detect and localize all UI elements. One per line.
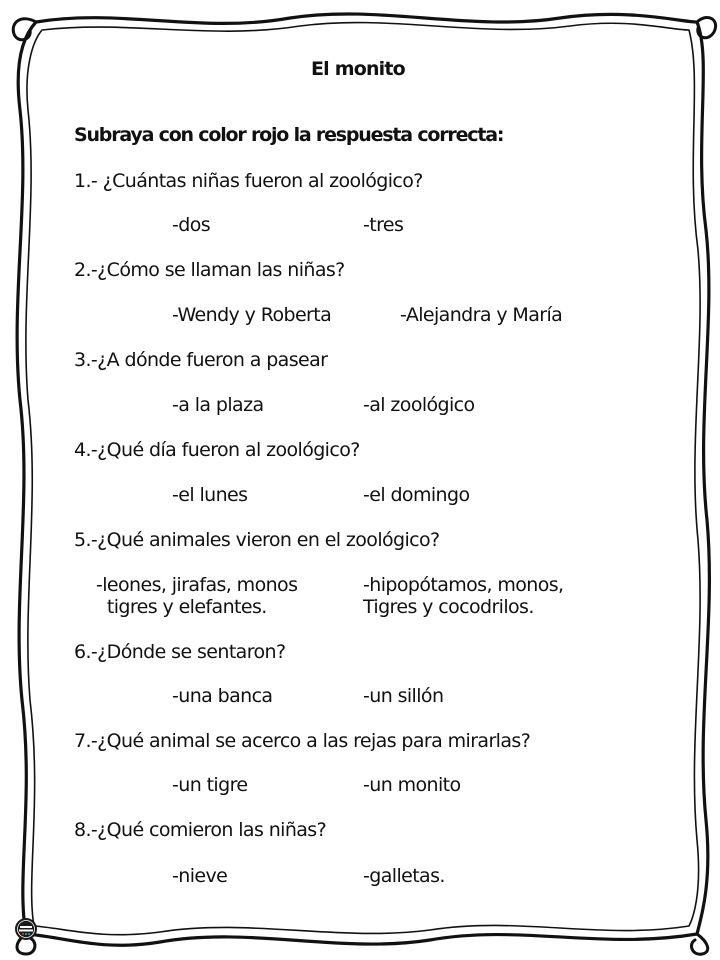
q7-option-a[interactable]: -un tigre	[172, 774, 248, 796]
question-5: 5.-¿Qué animales vieron en el zoológico?	[74, 529, 440, 551]
q8-option-a[interactable]: -nieve	[172, 865, 228, 887]
q6-option-b[interactable]: -un sillón	[363, 685, 444, 707]
q4-option-a[interactable]: -el lunes	[172, 484, 248, 506]
q5-option-b[interactable]: -hipopótamos, monos, Tigres y cocodrilos.	[363, 574, 564, 618]
q2-option-a[interactable]: -Wendy y Roberta	[172, 304, 332, 326]
worksheet-title: El monito	[311, 58, 405, 80]
q3-option-b[interactable]: -al zoológico	[363, 394, 475, 416]
question-4: 4.-¿Qué día fueron al zoológico?	[74, 439, 360, 461]
question-6: 6.-¿Dónde se sentaron?	[74, 641, 286, 663]
question-1: 1.- ¿Cuántas niñas fueron al zoológico?	[74, 170, 423, 192]
q1-option-a[interactable]: -dos	[172, 214, 211, 236]
instruction-text: Subraya con color rojo la respuesta correcta:	[74, 124, 504, 146]
q2-option-b[interactable]: -Alejandra y María	[400, 304, 563, 326]
q4-option-b[interactable]: -el domingo	[363, 484, 470, 506]
q1-option-b[interactable]: -tres	[363, 214, 404, 236]
q8-option-b[interactable]: -galletas.	[363, 865, 445, 887]
q5-option-a[interactable]: -leones, jirafas, monos tigres y elefantes.	[96, 574, 298, 618]
circle-badge-icon	[14, 917, 38, 941]
q3-option-a[interactable]: -a la plaza	[172, 394, 264, 416]
q7-option-b[interactable]: -un monito	[363, 774, 461, 796]
question-8: 8.-¿Qué comieron las niñas?	[74, 819, 327, 841]
q6-option-a[interactable]: -una banca	[172, 685, 273, 707]
question-2: 2.-¿Cómo se llaman las niñas?	[74, 259, 345, 281]
question-7: 7.-¿Qué animal se acerco a las rejas para mirarlas?	[74, 730, 531, 752]
question-3: 3.-¿A dónde fueron a pasear	[74, 349, 328, 371]
